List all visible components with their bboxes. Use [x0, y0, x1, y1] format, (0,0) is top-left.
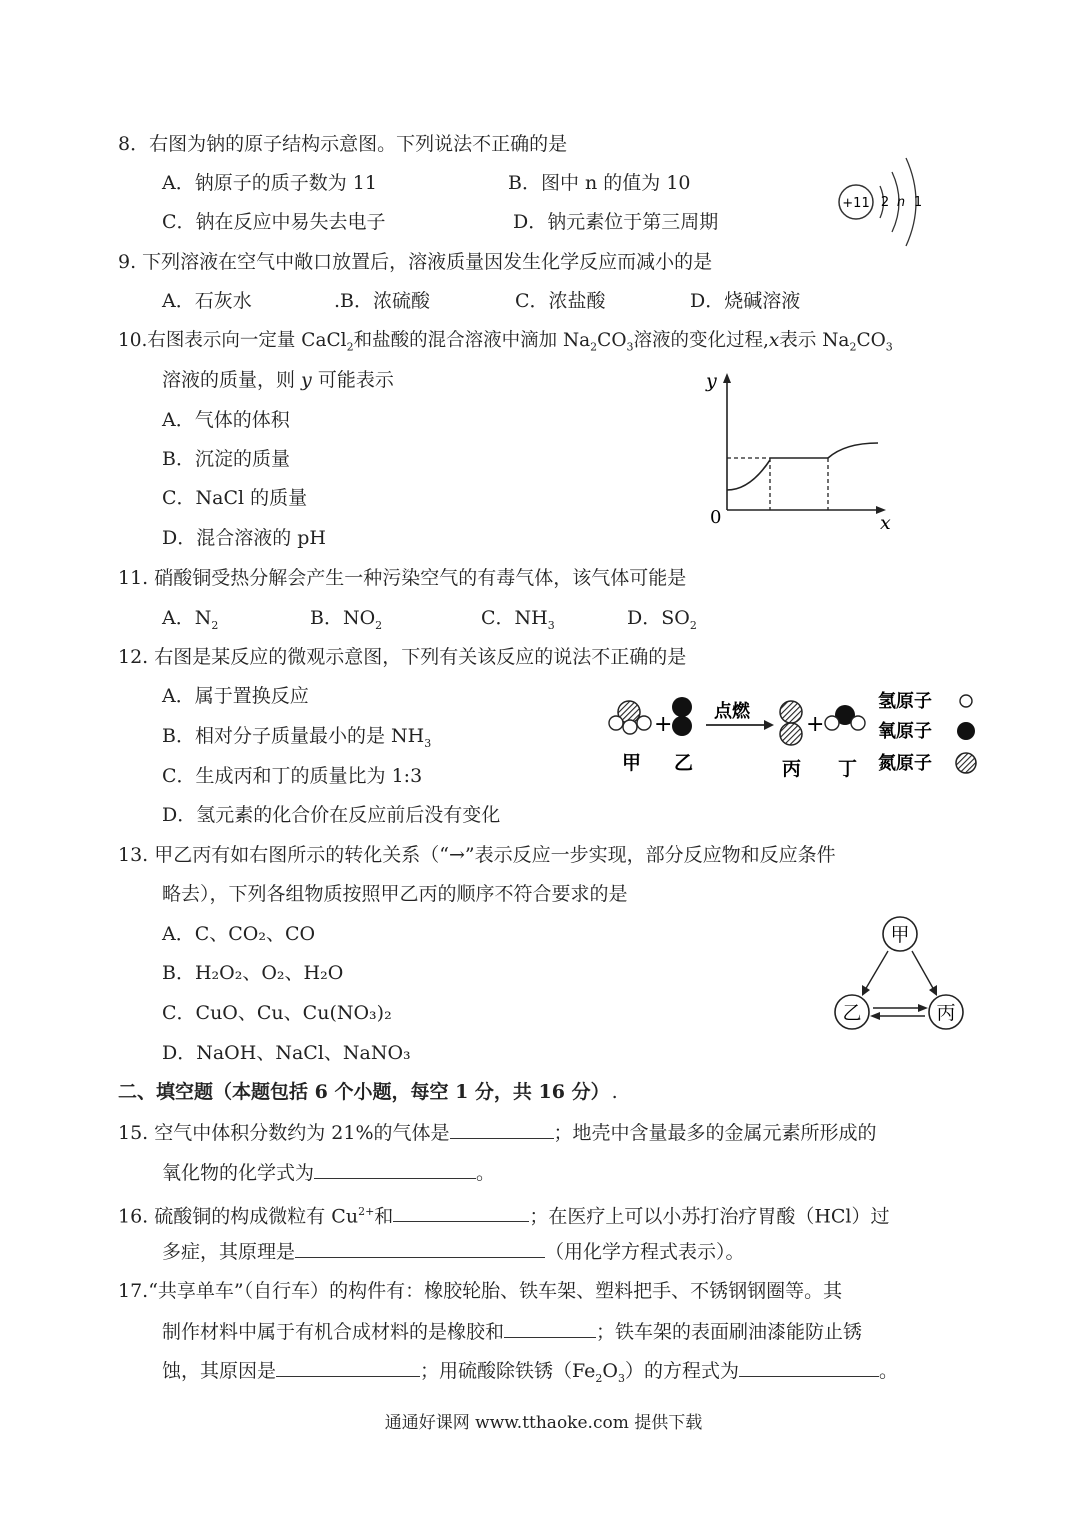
q12-option-c: C．生成丙和丁的质量比为 1:3 — [162, 765, 423, 787]
q13-option-b: B．H₂O₂、O₂、H₂O — [162, 962, 344, 984]
legend-nitrogen-label: 氮原子 — [878, 753, 932, 774]
curve-rise-2 — [828, 443, 878, 458]
legend-hydrogen-icon — [960, 695, 972, 707]
section2-heading: 二、填空题（本题包括 6 个小题，每空 1 分，共 16 分） . — [118, 1081, 618, 1103]
q10-stem-line2: 溶液的质量，则 y 可能表示 — [162, 369, 394, 391]
arrow-bing-to-yi-head — [870, 1012, 880, 1020]
q13-stem-line2: 略去），下列各组物质按照甲乙丙的顺序不符合要求的是 — [162, 883, 628, 905]
arrow-jia-to-bing — [912, 951, 934, 990]
page-footer: 通通好课网 www.tthaoke.com 提供下载 — [384, 1413, 703, 1433]
label-yi: 乙 — [674, 752, 694, 774]
q9-stem: 9. 下列溶液在空气中敞口放置后，溶液质量因发生化学反应而减小的是 — [118, 251, 713, 273]
legend-oxygen-label: 氧原子 — [878, 721, 932, 742]
q17-blank-2[interactable] — [276, 1358, 420, 1377]
q12-option-a: A．属于置换反应 — [162, 685, 309, 707]
legend-nitrogen-icon — [956, 753, 976, 773]
q17-blank-3[interactable] — [739, 1358, 879, 1377]
q16-blank-2[interactable] — [295, 1239, 545, 1258]
sodium-atom-structure-diagram — [830, 150, 930, 250]
arrow-jia-to-bing-head — [929, 985, 937, 996]
q10-option-d: D．混合溶液的 pH — [162, 527, 327, 549]
q12-stem: 12. 右图是某反应的微观示意图，下列有关该反应的说法不正确的是 — [118, 646, 687, 668]
q11-option-c: C．$NH_3$ — [481, 607, 555, 632]
q10-graph — [700, 365, 900, 535]
q13-conversion-diagram — [830, 912, 970, 1037]
plus-sign-2: + — [806, 712, 825, 737]
q12-option-b: B．相对分子质量最小的是 $NH_3$ — [162, 725, 432, 750]
shell3-label: 1 — [913, 195, 923, 210]
plus-sign-1: + — [654, 712, 673, 737]
label-bing: 丙 — [782, 758, 802, 780]
legend-oxygen-icon — [957, 722, 975, 740]
q8-option-a: A．钠原子的质子数为 11 — [162, 172, 377, 194]
q12-option-d: D．氢元素的化合价在反应前后没有变化 — [162, 804, 501, 826]
q9-option-d: D．烧碱溶液 — [690, 290, 801, 312]
q17-blank-1[interactable] — [504, 1319, 596, 1338]
origin-label: 0 — [710, 507, 722, 528]
arrow-jia-to-yi-head — [862, 985, 870, 996]
q13-option-d: D．NaOH、NaCl、NaNO₃ — [162, 1042, 411, 1064]
node-bing-label: 丙 — [936, 1002, 956, 1024]
shell1-label: 2 — [880, 195, 890, 210]
q17-line3: 蚀，其原因是 ；用硫酸除铁锈$(Fe_2O_3)$的方程式为 。 — [162, 1360, 899, 1385]
y-axis-label: y — [706, 370, 717, 392]
q10-stem: 10.右图表示向一定量 CaCl$_2$和盐酸的混合溶液中滴加 $Na_2CO_3$溶液的变化过程,x表示 $Na_2CO_3$ — [118, 330, 893, 354]
x-axis-label: x — [880, 512, 891, 534]
q13-option-a: A．C、CO₂、CO — [162, 923, 316, 945]
q16-line2: 多症，其原理是 （用化学方程式表示）。 — [162, 1241, 745, 1263]
molecule-bing — [780, 701, 802, 745]
shell2-label: n — [896, 195, 906, 210]
q15-blank-1[interactable] — [450, 1120, 554, 1139]
q9-option-b: .B．浓硫酸 — [334, 290, 431, 312]
q11-option-d: D．$SO_2$ — [627, 607, 697, 632]
q9-option-a: A．石灰水 — [162, 290, 252, 312]
curve-rise-1 — [727, 460, 770, 490]
label-ding: 丁 — [838, 758, 858, 780]
q16-line1: 16. 硫酸铜的构成微粒有 $Cu^{2+}$和 ；在医疗上可以小苏打治疗胃酸（HCl）过 — [118, 1205, 890, 1228]
q8-option-b: B．图中 n 的值为 10 — [508, 172, 691, 194]
y-axis-arrow — [723, 373, 731, 383]
nucleus-label: +11 — [842, 196, 870, 211]
reaction-arrow-head — [764, 720, 774, 730]
q15-blank-2[interactable] — [314, 1160, 476, 1179]
q10-option-c: C．NaCl 的质量 — [162, 487, 308, 509]
q11-option-a: A．$N_2$ — [162, 607, 219, 632]
q11-stem: 11. 硝酸铜受热分解会产生一种污染空气的有毒气体，该气体可能是 — [118, 567, 687, 589]
q15-line1: 15. 空气中体积分数约为 21%的气体是 ；地壳中含量最多的金属元素所形成的 — [118, 1122, 877, 1144]
q11-option-b: B．$NO_2$ — [310, 607, 383, 632]
q13-stem: 13. 甲乙丙有如右图所示的转化关系（“→”表示反应一步实现，部分反应物和反应条件 — [118, 844, 836, 866]
q10-option-b: B．沉淀的质量 — [162, 448, 290, 470]
q8-stem: 8．右图为钠的原子结构示意图。下列说法不正确的是 — [118, 133, 568, 155]
q8-option-c: C．钠在反应中易失去电子 — [162, 211, 386, 233]
node-yi-label: 乙 — [842, 1002, 862, 1024]
molecule-yi — [672, 697, 692, 736]
q10-option-a: A．气体的体积 — [162, 409, 290, 431]
label-jia: 甲 — [622, 752, 642, 774]
q9-option-c: C．浓盐酸 — [515, 290, 606, 312]
arrow-label: 点燃 — [714, 701, 750, 722]
legend-hydrogen-label: 氢原子 — [878, 691, 932, 712]
node-jia-label: 甲 — [890, 924, 910, 946]
q15-line2: 氧化物的化学式为 。 — [162, 1162, 496, 1184]
molecule-ding — [825, 705, 865, 730]
q8-option-d: D．钠元素位于第三周期 — [513, 211, 719, 233]
arrow-yi-to-bing-head — [918, 1004, 928, 1012]
molecule-jia — [609, 701, 651, 734]
q17-line1: 17.“共享单车”（自行车）的构件有：橡胶轮胎、铁车架、塑料把手、不锈钢钢圈等。其 — [118, 1280, 843, 1302]
arrow-jia-to-yi — [865, 951, 888, 990]
q16-blank-1[interactable] — [393, 1203, 529, 1222]
q13-option-c: C．CuO、Cu、Cu(NO₃)₂ — [162, 1002, 392, 1024]
q12-reaction-diagram — [600, 685, 985, 785]
q17-line2: 制作材料中属于有机合成材料的是橡胶和 ；铁车架的表面刷油漆能防止锈 — [162, 1321, 863, 1343]
